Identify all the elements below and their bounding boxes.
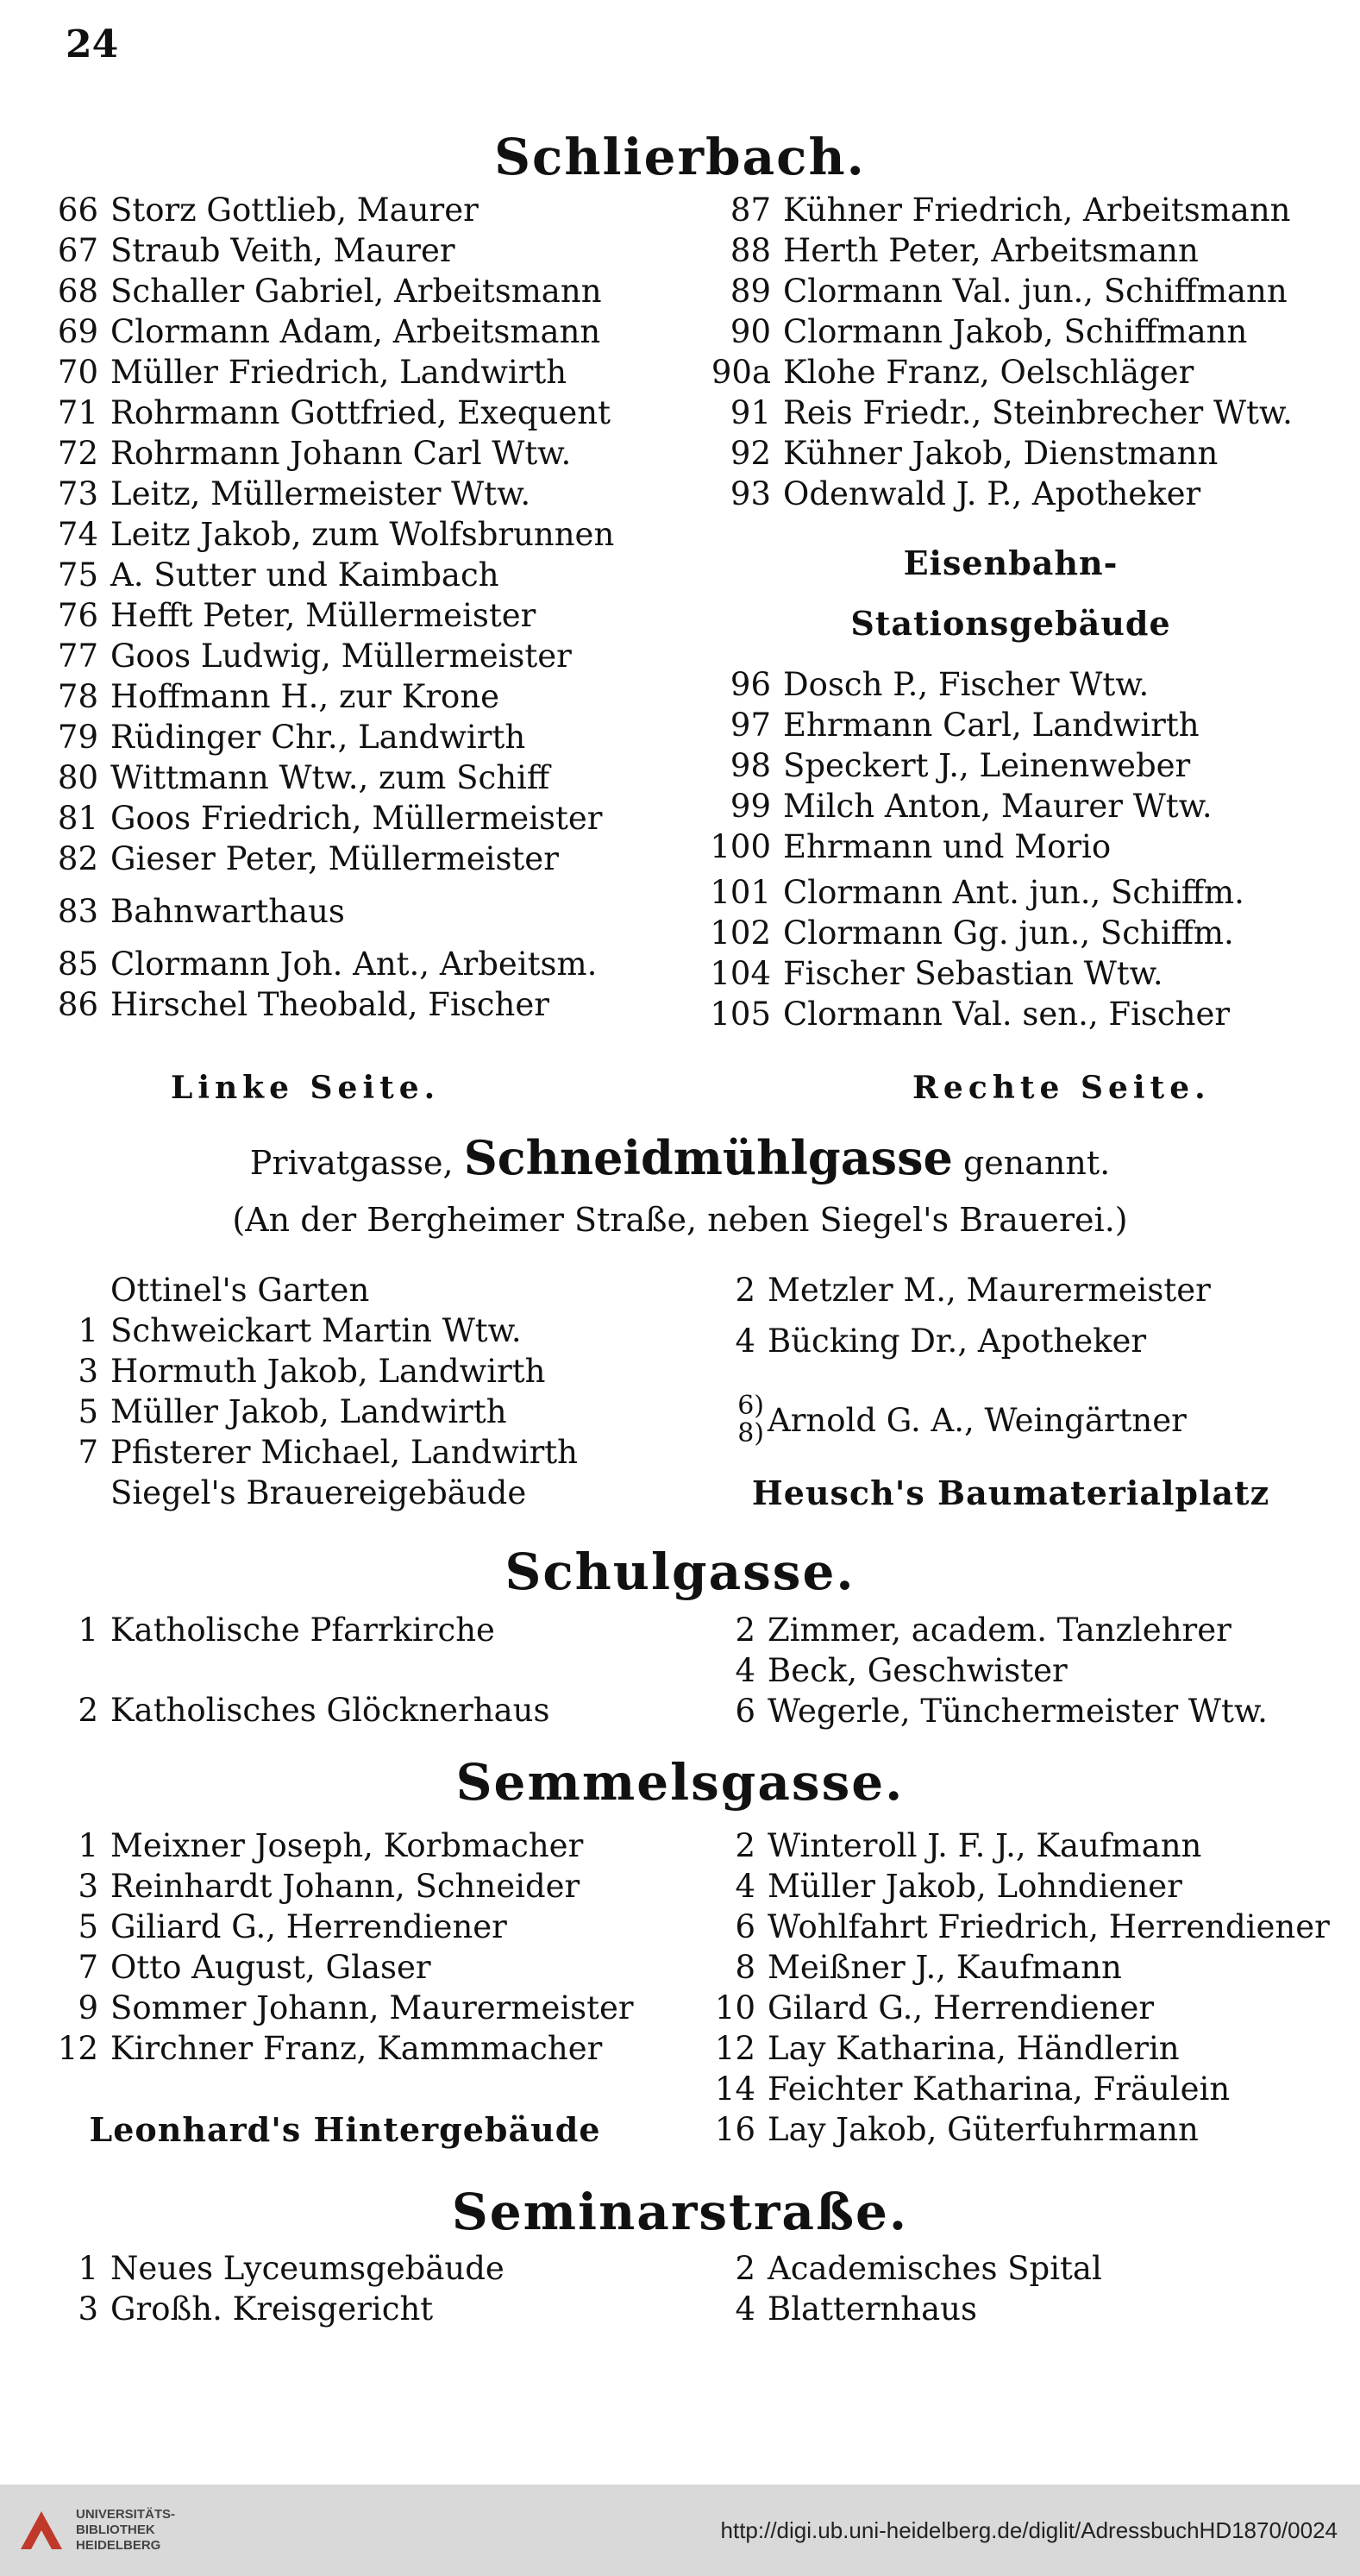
directory-entry [700,192,1293,232]
directory-entry [700,1949,1330,1989]
resident-name: Hefft Peter, Müllermeister [110,597,536,634]
directory-entry [700,2111,1330,2152]
directory-entry [700,1868,1330,1908]
house-number: 66 [57,192,98,229]
directory-entry [700,2250,1102,2290]
directory-entry [700,394,1293,435]
house-number: 4 [735,1868,755,1905]
house-number: 81 [57,800,98,837]
resident-name: Schaller Gabriel, Arbeitsmann [110,273,602,310]
privatgasse-right-column [700,1272,1211,1363]
directory-entry [43,394,614,435]
house-number: 89 [730,273,771,310]
resident-name: Zimmer, academ. Tanzlehrer [768,1612,1232,1649]
directory-entry [43,1393,578,1434]
privatgasse-subtitle: (An der Bergheimer Straße, neben Siegel's Brauerei.) [232,1201,1128,1239]
house-number: 78 [57,678,98,715]
house-number: 105 [710,996,771,1033]
directory-entry [700,828,1244,869]
resident-name: Klohe Franz, Oelschläger [783,354,1194,391]
directory-entry [700,996,1244,1036]
resident-name: Clormann Ant. jun., Schiffm. [783,874,1244,911]
house-number: 8 [735,1949,755,1986]
schlierbach-left-column [43,192,614,1027]
resident-name: Lay Katharina, Händlerin [768,2030,1180,2067]
house-number: 10 [714,1989,755,2026]
house-number: 14 [714,2070,755,2108]
library-logo[interactable] [16,2504,175,2556]
directory-entry [700,914,1244,955]
resident-name: Kühner Jakob, Dienstmann [783,435,1219,472]
house-number: 6 [735,1908,755,1945]
resident-name: Goos Friedrich, Müllermeister [110,800,603,837]
resident-name: Siegel's Brauereigebäude [110,1474,527,1511]
house-number: 2 [735,1827,755,1864]
arnold-entry [700,1389,1187,1451]
resident-name: Straub Veith, Maurer [110,232,455,269]
directory-entry [43,946,614,986]
directory-entry [700,707,1244,747]
directory-entry [43,1868,634,1908]
right-side-label: Rechte Seite. [912,1070,1211,1106]
directory-entry [700,273,1293,313]
house-number: 67 [57,232,98,269]
resident-name: Fischer Sebastian Wtw. [783,955,1163,992]
resident-name: A. Sutter und Kaimbach [110,556,499,594]
resident-name: Winteroll J. F. J., Kaufmann [768,1827,1202,1864]
library-logo-text [76,2507,175,2554]
house-number: 91 [730,394,771,431]
privatgasse-suffix: genannt. [962,1144,1111,1182]
resident-name: Leitz Jakob, zum Wolfsbrunnen [110,516,615,553]
resident-name: Feichter Katharina, Fräulein [768,2070,1231,2108]
resident-name: Schweickart Martin Wtw. [110,1312,522,1349]
house-number: 2 [735,1612,755,1649]
house-number: 92 [730,435,771,472]
resident-name: Bahnwarthaus [110,893,345,930]
resident-name: Ottinel's Garten [110,1272,370,1309]
house-number: 5 [78,1393,98,1430]
directory-entry [43,597,614,638]
directory-entry [700,1612,1268,1652]
directory-entry [43,1949,634,1989]
directory-entry [700,1989,1330,2030]
house-number: 7 [78,1434,98,1471]
directory-entry [43,556,614,597]
house-number: 5 [78,1908,98,1945]
house-number: 12 [714,2030,755,2067]
house-number: 7 [78,1949,98,1986]
resident-name: Beck, Geschwister [768,1652,1068,1689]
house-number: 79 [57,719,98,756]
logo-line-3: HEIDELBERG [76,2538,161,2553]
privatgasse-left-column [43,1272,578,1515]
schlierbach-right-column-top [700,192,1293,516]
directory-entry [700,475,1293,516]
arnold-number-8: 8) [737,1418,764,1448]
page-number: 24 [66,22,119,66]
house-number: 76 [57,597,98,634]
resident-name: Rohrmann Gottfried, Exequent [110,394,611,431]
seminarstrasse-left-column [43,2250,505,2331]
house-number: 82 [57,840,98,877]
resident-name: Gieser Peter, Müllermeister [110,840,559,877]
resident-name: Ehrmann Carl, Landwirth [783,707,1200,744]
resident-name: Rüdinger Chr., Landwirth [110,719,526,756]
directory-entry [700,2030,1330,2070]
house-number: 75 [57,556,98,594]
directory-entry [700,874,1244,914]
resident-name: Meixner Joseph, Korbmacher [110,1827,584,1864]
resident-name: Müller Friedrich, Landwirth [110,354,567,391]
station-heading-line2: Stationsgebäude [850,604,1171,643]
directory-entry [700,666,1244,707]
arnold-text: Arnold G. A., Weingärtner [768,1401,1187,1439]
directory-entry [43,759,614,800]
house-number: 1 [78,1312,98,1349]
leonhard-label: Leonhard's Hintergebäude [89,2110,601,2149]
privatgasse-prefix: Privatgasse, [249,1144,454,1182]
resident-name: Pfisterer Michael, Landwirth [110,1434,578,1471]
resident-name: Wegerle, Tünchermeister Wtw. [768,1693,1268,1730]
resident-name: Hoffmann H., zur Krone [110,678,500,715]
house-number: 9 [78,1989,98,2026]
directory-entry [700,2290,1102,2331]
section-title-schlierbach: Schlierbach. [494,128,866,186]
resident-name: Gilard G., Herrendiener [768,1989,1155,2026]
house-number: 96 [730,666,771,703]
house-number: 12 [57,2030,98,2067]
arnold-number-6: 6) [737,1391,764,1421]
resident-name: Storz Gottlieb, Maurer [110,192,479,229]
directory-entry [43,719,614,759]
directory-entry [700,1323,1211,1363]
resident-name: Wohlfahrt Friedrich, Herrendiener [768,1908,1330,1945]
schulgasse-right-column [700,1612,1268,1733]
house-number: 88 [730,232,771,269]
logo-line-1: UNIVERSITÄTS- [76,2507,176,2522]
section-title-semmelsgasse: Semmelsgasse. [455,1753,905,1812]
directory-entry [43,1612,549,1652]
resident-name: Katholische Pfarrkirche [110,1612,495,1649]
privatgasse-heading [0,1130,1360,1185]
resident-name: Müller Jakob, Lohndiener [768,1868,1182,1905]
directory-entry [43,800,614,840]
resident-name: Kirchner Franz, Kammmacher [110,2030,603,2067]
house-number: 83 [57,893,98,930]
directory-entry [43,2250,505,2290]
directory-entry [43,273,614,313]
house-number: 4 [735,2290,755,2328]
directory-entry [43,475,614,516]
house-number: 2 [78,1692,98,1729]
directory-entry [43,435,614,475]
house-number: 102 [710,914,771,952]
resident-name: Lay Jakob, Güterfuhrmann [768,2111,1199,2148]
house-number: 70 [57,354,98,391]
section-title-seminarstrasse: Seminarstraße. [451,2183,909,2241]
directory-entry [700,435,1293,475]
house-number: 72 [57,435,98,472]
directory-entry [43,2290,505,2331]
resident-name: Katholisches Glöcknerhaus [110,1692,550,1729]
house-number: 90 [730,313,771,350]
house-number: 87 [730,192,771,229]
semmelsgasse-right-column [700,1827,1330,2152]
house-number: 80 [57,759,98,796]
schlierbach-right-column-bottom [700,666,1244,1036]
directory-entry [43,1989,634,2030]
house-number: 86 [57,986,98,1023]
house-number: 97 [730,707,771,744]
resident-name: Odenwald J. P., Apotheker [783,475,1201,512]
station-heading-line1: Eisenbahn- [903,543,1119,582]
directory-entry [43,192,614,232]
resident-name: Bücking Dr., Apotheker [768,1323,1147,1360]
resident-name: Sommer Johann, Maurermeister [110,1989,634,2026]
resident-name: Rohrmann Johann Carl Wtw. [110,435,572,472]
directory-entry [700,354,1293,394]
directory-entry [43,986,614,1027]
resident-name: Clormann Joh. Ant., Arbeitsm. [110,946,598,983]
seminarstrasse-right-column [700,2250,1102,2331]
source-url-link[interactable]: http://digi.ub.uni-heidelberg.de/diglit/AdressbuchHD1870/0024 [720,2516,1338,2543]
resident-name: Müller Jakob, Landwirth [110,1393,507,1430]
resident-name: Wittmann Wtw., zum Schiff [110,759,550,796]
house-number: 1 [78,1827,98,1864]
directory-entry [43,1434,578,1474]
resident-name: Clormann Jakob, Schiffmann [783,313,1248,350]
house-number: 99 [730,788,771,825]
resident-name: Clormann Val. sen., Fischer [783,996,1231,1033]
logo-line-2: BIBLIOTHEK [76,2523,155,2537]
resident-name: Großh. Kreisgericht [110,2290,434,2328]
directory-entry [43,354,614,394]
resident-name: Reinhardt Johann, Schneider [110,1868,580,1905]
house-number: 1 [78,1612,98,1649]
directory-entry [43,1827,634,1868]
privatgasse-name: Schneidmühlgasse [463,1130,953,1185]
directory-entry [43,1312,578,1353]
directory-entry [43,1353,578,1393]
resident-name: Ehrmann und Morio [783,828,1112,865]
directory-entry [43,893,614,933]
library-logo-icon [16,2504,67,2556]
resident-name: Hormuth Jakob, Landwirth [110,1353,546,1390]
directory-entry [700,232,1293,273]
directory-entry [43,516,614,556]
resident-name: Metzler M., Maurermeister [768,1272,1211,1309]
directory-entry [43,840,614,881]
left-side-label: Linke Seite. [171,1070,441,1106]
resident-name: Meißner J., Kaufmann [768,1949,1122,1986]
resident-name: Reis Friedr., Steinbrecher Wtw. [783,394,1293,431]
directory-entry [700,1272,1211,1312]
house-number: 2 [735,1272,755,1309]
footer-bar [0,2485,1360,2576]
directory-entry [700,1693,1268,1733]
house-number: 100 [710,828,771,865]
resident-name: Milch Anton, Maurer Wtw. [783,788,1213,825]
house-number: 77 [57,638,98,675]
house-number: 90a [711,354,771,391]
directory-entry [43,1908,634,1949]
resident-name: Kühner Friedrich, Arbeitsmann [783,192,1291,229]
directory-entry [43,1474,578,1515]
directory-entry [43,313,614,354]
resident-name: Herth Peter, Arbeitsmann [783,232,1199,269]
resident-name: Otto August, Glaser [110,1949,431,1986]
house-number: 2 [735,2250,755,2287]
directory-entry [700,1827,1330,1868]
heusch-label: Heusch's Baumaterialplatz [751,1473,1270,1512]
resident-name: Clormann Adam, Arbeitsmann [110,313,601,350]
directory-entry [700,313,1293,354]
resident-name: Speckert J., Leinenweber [783,747,1191,784]
house-number: 101 [710,874,771,911]
house-number: 93 [730,475,771,512]
directory-entry [700,788,1244,828]
directory-entry [43,1272,578,1312]
house-number: 1 [78,2250,98,2287]
house-number: 3 [78,2290,98,2328]
house-number: 4 [735,1652,755,1689]
resident-name: Neues Lyceumsgebäude [110,2250,505,2287]
section-title-schulgasse: Schulgasse. [505,1542,855,1601]
house-number: 16 [714,2111,755,2148]
resident-name: Blatternhaus [768,2290,977,2328]
arnold-numbers [700,1392,768,1448]
directory-entry [43,2030,634,2070]
house-number: 6 [735,1693,755,1730]
house-number: 71 [57,394,98,431]
resident-name: Academisches Spital [768,2250,1102,2287]
house-number: 73 [57,475,98,512]
directory-entry [700,2070,1330,2111]
resident-name: Leitz, Müllermeister Wtw. [110,475,531,512]
house-number: 98 [730,747,771,784]
resident-name: Clormann Val. jun., Schiffmann [783,273,1288,310]
house-number: 4 [735,1323,755,1360]
house-number: 85 [57,946,98,983]
house-number: 69 [57,313,98,350]
house-number: 3 [78,1868,98,1905]
directory-entry [700,955,1244,996]
resident-name: Dosch P., Fischer Wtw. [783,666,1150,703]
directory-entry [43,1692,549,1732]
resident-name: Clormann Gg. jun., Schiffm. [783,914,1234,952]
resident-name: Giliard G., Herrendiener [110,1908,507,1945]
directory-entry [43,232,614,273]
semmelsgasse-left-column [43,1827,634,2070]
resident-name: Goos Ludwig, Müllermeister [110,638,572,675]
schulgasse-left-column [43,1612,549,1732]
directory-entry [43,678,614,719]
directory-entry [700,1652,1268,1693]
directory-entry [43,638,614,678]
directory-entry [700,747,1244,788]
house-number: 104 [710,955,771,992]
house-number: 68 [57,273,98,310]
house-number: 3 [78,1353,98,1390]
resident-name: Hirschel Theobald, Fischer [110,986,549,1023]
house-number: 74 [57,516,98,553]
directory-entry [700,1908,1330,1949]
